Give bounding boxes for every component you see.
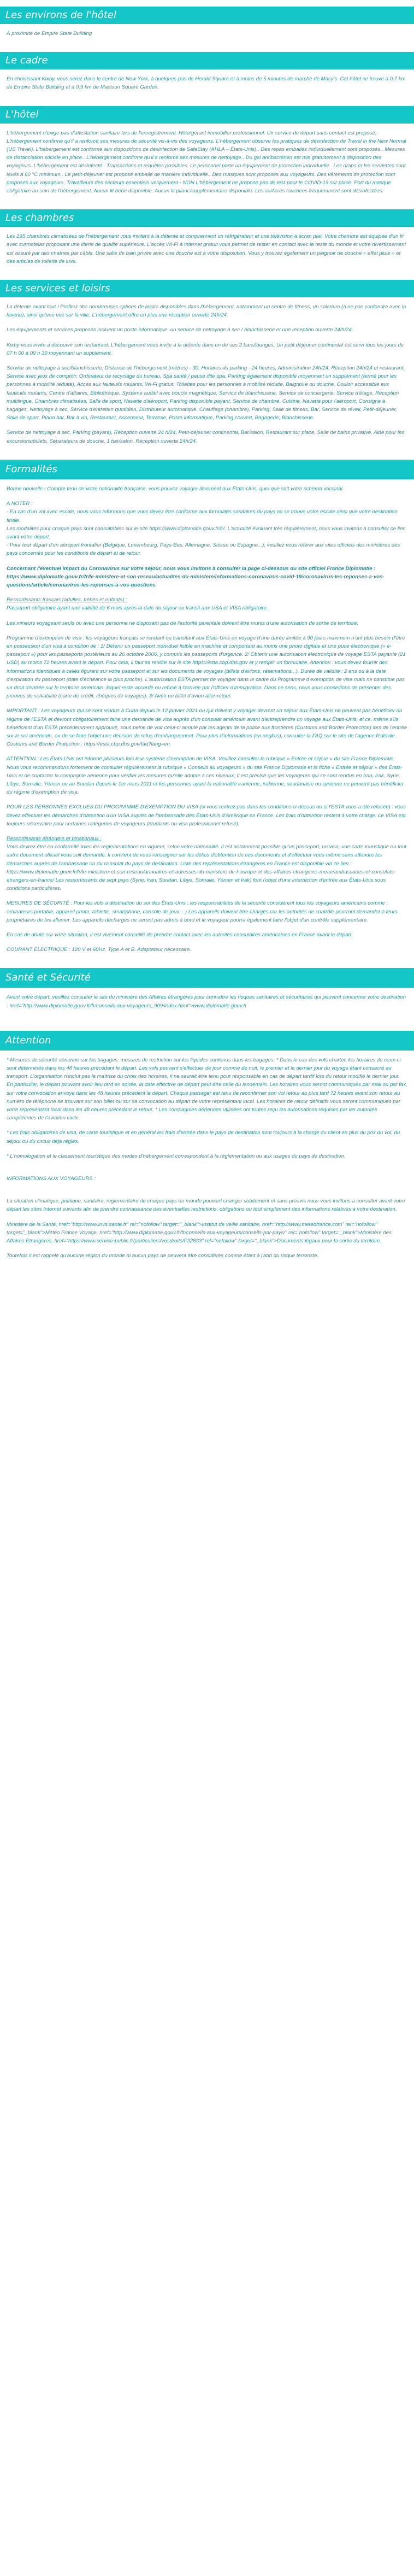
hotel-text: L'hébergement n'exige pas d'attestation sanitaire lors de l'enregistrement. Hôte/gérant immobilier professionnel. Un service de départ sans contact est proposé.. L'hébergement confirme qu'il a renforcé ses mesures de sécurité vis-à-vis des voyageurs. L'hébergement observe les pratiques de désinfection de Travel in the New Normal (US Travel). L'hébergement est conforme aux dispositions de désinfection de SafeStay (AHLA – États-Unis).. Des repas emballés individuellement sont proposés.. Mesures de distanciation sociale en place.. L'hébergement confirme qu'il a renforcé ses mesures de nettoyage.. Du gel antibactérien est mis gratuitement à disposition des voyageurs. L'hébergement est désinfecté.. Transactions et requêtes possibles. Le personnel porte un équipement de protection individuelle.. Les draps et les serviettes sont lavés à 60 °C minimum.. Le petit-déjeuner est proposé emballé de manière individuelle.. Des masques sont proposés aux voyageurs. Des vêtements de protection sont proposés aux voyageurs. Travailleurs des secteurs essentiels uniquement - NON L'hébergement ne propose pas de test pour le COVID-19 sur place. Port du masque obligatoire au sein de l'hébergement. Aucun lit bébé disponible. Aucun lit plianc/supplémentaire disponible. Les surfaces touchées fréquemment sont désinfectées. (7, 130, 406, 195)
attention-links[interactable]: Ministère de la Santé, href="http://www.invs.sante.fr" rel="nofollow" target="_blank">Institut de veille sanitaire, href="http://www.meteofrance.com" rel="nofollow" target="_blank">Météo France Voyage, href="http://www.diplomatie.gouv.fr/fr/conseils-aux-voyageurs/conseils-par-pays/" rel="nofollow" target="_blank">Ministère des Affaires Etrangères, href="https://www.service-public.fr/particuliers/vosdroits/F32833" rel="nofollow" target="_blank">Documents légaux pour la sortie du territoire. (7, 1221, 392, 1245)
sante-text: Avant votre départ, veuillez consulter le site du ministère des Affaires étrangères pour connaître les risques sanitaires et sécuritaires qui peuvent concerner votre destination : href="http://www.diplomatie.gouv.fr/fr/conseils-aux-voyageurs_909/index.html">www.diplomatie.gouv.fr (7, 994, 406, 1009)
section-header-hotel: L'hôtel (0, 106, 414, 124)
section-header-environs: Les environs de l'hôtel (0, 7, 414, 24)
attention-paragraph: Toutefois il est rappelé qu'aucune région du monde ni aucun pays ne peuvent être considérés comme étant à l'abri du risque terroriste. (7, 1253, 319, 1259)
section-header-sante: Santé et Sécurité (0, 968, 414, 988)
services-paragraph: La détente avant tout ! Profitez des nombreuses options de loisirs disponibles dans l'hébergement, notamment un centre de fitness, un solarium (à ne pas confondre avec la laverie), ainsi qu'une vue sur la ville. L'hébergement offre en plus une réception ouverte 24h/24. (7, 304, 406, 319)
formalites-note: - En cas d'un vol avec escale, nous vous informons que vous devez être conforme aux formalités sanitaires du pays où se trouve votre escale ainsi que votre destination finale. (7, 509, 398, 524)
residents-title: Ressortissants français (adultes, bébés et enfants) : (7, 597, 127, 603)
attention-paragraph: * Mesures de sécurité aérienne sur les bagages: mesures de restriction sur les liquides contenus dans les bagages. * Dans le cas des vols charter, les horaires de ceux-ci sont déterminés dans les 48 heures précédant le départ. Les vols peuvent s'effectuer de jour comme de nuit, le premier et le dernier jour du voyage étant consacré au transport. L'organisation n'inclut pas la maîtrise du choix des horaires, il ne saurait être tenu pour responsable en cas de départ tardif lors du retour modifié le dernier jour. En particulier, le départ pouvant avoir lieu tard en soirée, la date effective de départ peut être celle du lendemain. Les horaires vous seront communiqués par mail ou par fax, sur votre convocation envoyé dans les 48 heures précédent le départ. Chaque passager est tenu de reconfirmer son vol retour au plus tard 72 heures avant son retour au numéro de téléphone se trouvant sur son billet ou sur sa convocation au départ de votre représentant local. Les horaires de retour définitifs vous seront communiqués par votre représentant local dans les 48 heures précédant le retour. * Les compagnies aériennes utilisées ont toutes reçu les autorisations requises par les autorités compétentes de l'aviation civile. (7, 1057, 407, 1122)
residents-text: Passeport obligatoire ayant une validité de 6 mois après la date du séjour ou transit aux USA et VISA obligatoire. (7, 605, 268, 612)
attention-paragraph: * L'homologation et le classement touristique des modes d'hébergement correspondent à la réglementation ou aux usages du pays de destination. (7, 1153, 346, 1159)
minors-text: Les mineurs voyageant seuls ou avec une personne ne disposant pas de l'autorité parentale doivent être munis d'une autorisation de sortie de territoire. (7, 620, 359, 626)
section-header-attention: Attention (0, 1031, 414, 1051)
foreign-title: Ressortissants étrangers et binationaux : (7, 836, 102, 842)
exempt-text: POUR LES PERSONNES EXCLUES DU PROGRAMME D'EXEMPTION DU VISA (si vous rentrez pas dans les conditions ci-dessus ou si l'ESTA vous a été refusée) : vous devez effectuer les démarches d'obtention d'un VISA auprès de l'ambassade des États-Unis d'Amérique en France. Les frais d'obtention restent à votre charge. Le VISA est toujours nécessaire pour certaines catégories de voyageurs (étudiants ou visa professionnel refusé). (7, 804, 406, 827)
attention-paragraph: * Les frais obligatoires de visa, de carte touristique et en général les frais d'entrée dans le pays de destination sont toujours à la charge du client en plus du prix du vol, du séjour ou du circuit déjà réglés. (7, 1130, 400, 1145)
attention-paragraph: La situation climatique, politique, sanitaire, réglementaire de chaque pays du monde pouvant changer subitement et sans préavis nous vous invitons à consulter avant votre départ les sites Internet suivants afin de prendre connaissance des éventuelles restrictions, obligations ou tout simplement des informations relatives à votre destination. (7, 1198, 405, 1213)
attention-text: ATTENTION : Les États-Unis ont informé plusieurs fois leur système d'exemption de VISA. Veuillez consulter la rubrique « Entrée et séjour » du site France Diplomatie. Nous vous recommandons fortement de consulter régulièrement la rubrique « Conseils au voyageurs » du site France Diplomatie et la fiche « Entrée et séjour » des États-Unis et de contacter la compagnie aérienne pour vérifier les mesures qu'elle adopte à ces niveaux. Il est précisé que les voyageurs qui se sont rendus en Iran, Irak, Syrie, Libye, Somalie, Yémen ou au Soudan depuis le 1er mars 2011 et les personnes ayant la nationalité iranienne, irakienne, soudanaise ou syrienne ne peuvent pas bénéficier du régime d'exemption de visa. (7, 756, 404, 796)
services-paragraph: Les équipements et services proposés incluent un poste informatique, un service de nettoyage à sec / blanchisserie et une réception ouverte 24/h/24. (7, 327, 353, 333)
services-paragraph: Kixby vous invite à découvrir son restaurant. L'hébergement vous invite à la détente dans un de ses 2 bars/lounges. Un petit déjeuner continental est servi tous les jours de 07 h 00 à 09 h 30 moyennant un supplément. (7, 342, 404, 356)
cadre-text: En choisissant Kixby, vous serez dans le centre de New York, à quelques pas de Herald Square et à moins de 5 minutes de marche de Macy's. Cet hôtel se trouve à 0,7 km de Empire State Building et à 0,9 km de Madison Square Garden. (7, 76, 406, 91)
hotel-details-page (0, 0, 414, 1260)
covid-link[interactable]: https://www.diplomatie.gouv.fr/fr/le-ministere-et-son-reseau/actualites-du-ministere/informations-coronavirus-covid-19/coronavirus-les-reponses-a-vos-questions/article/coronavirus-les-reponses-a-vos-questions (7, 573, 385, 588)
environs-text: À proximité de Empire State Building (7, 31, 92, 37)
formalites-note-title: A NOTER : (7, 501, 33, 507)
important-text: IMPORTANT : Les voyageurs qui se sont rendus à Cuba depuis le 12 janvier 2021 ou qui doivent y voyager devront un séjour aux États-Unis ne peuvent pas bénéficier du régime de l'ESTA et devront obligatoirement faire une demande de visa auprès d'un consulat américain avant d'entreprendre un voyage aux États-Unis, et ce, même s'ils bénéficient d'un ESTA précédemment approuvé, sous peine de voir celui-ci annulé par les agents de la police aux frontières (Customs and Border Protection) lors de l'entrée sur le sol américain, ou de se faire l'objet une décision de refus d'embarquement. Pour plus d'informations (en anglais), consulter la FAQ sur le site de l'agence fédérale Customs and Border Protection : https://esta.cbp.dhs.gov/faq?lang=en. (7, 708, 407, 748)
section-header-cadre: Le cadre (0, 52, 414, 69)
section-header-formalites: Formalités (0, 460, 414, 479)
services-paragraph: Service de nettoyage à sec/blanchisserie, Distance de l'hébergement (mètres) - 30, Horaires du parking - 24 heures, Administration 24h/24, Réception 24h/24 et restaurant, Service avec jeux de comptoir, Ordinateur de recyclage du bureau, Spa santé / pause dite spa, Parking également disponible moyennant un supplément (fermé pour les personnes à mobilité réduite), Accès aux fauteuils roulants, Wi-Fi gratuit, Toilettes pour les personnes à mobilité réduite, Baignoire ou douche, Couloir accessible aux fauteuils roulants, Centre d'affaires, Bibliothèque, Système auditif avec boucle magnétique, Service de blanchisserie, Service de conciergerie, Service d'étage, Réception multilingue, Chambres climatisées, Salle de sport, Navette d'aéroport, Parking disponible payant, Service de chambre, Cuisine, Navette pour l'aéroport, Consigne à bagages, Nettoyage à sec, Service d'entretien quotidien, Distributeur automatique, Chauffage (chambre), Parking, Salle de fitness, Bar, Service de réveil, Petit-déjeuner, Salle de sport, Piano bar, Bar à vin, Restaurant, Ascenseur, Terrasse, Poste informatique, Parking couvert, Bagagerie, Blanchisserie. (7, 365, 405, 421)
section-header-chambres: Les chambres (0, 209, 414, 227)
formalites-note: - Pour tout départ d'un aéroport frontalier (Belgique, Luxembourg, Pays-Bas, Allemagne, Suisse ou Espagne...), veuillez vous référer aux sites officiels des ministères des pays concernés pour les conditions de départ et de retour. (7, 542, 400, 557)
mesures-text: MESURES DE SÉCURITÉ : Pour les vols à destination du sol des États-Unis : les responsabilités de la sécurité considèrent tous les voyageurs américains comme : ordinateurs portable, appareil photo, tablette, smartphone, console de jeux... ) Les appareils doivent être chargés car les autorités de contrôle pourront demander à leurs propriétaires de les allumer. Les appareils déchargés ne seront pas admis à bord et le voyageur pourra également faire l'objet d'un contrôle supplémentaire. (7, 900, 398, 923)
chambres-text: Les 195 chambres climatisées de l'hébergement vous invitent à la détente et comprennent un réfrigérateur et une télévision à écran plat. Votre chambre est équipée d'un lit avec surmatelas proposant une literie de qualité supérieure. L'accès Wi-Fi à Internet gratuit vous permet de rester en contact avec le reste du monde et votre divertissement est assuré par des chaînes par câble. Une salle de bain privée avec une douche est à votre disposition. Vous y trouvez également un peignoir de douche « effet pluie » et des articles de toilette de luxe. (7, 233, 406, 265)
covid-title: Concernant l'éventuel impact du Coronavirus sur votre séjour, nous vous invitons à consulter la page ci-dessous du site officiel France Diplomatie : (7, 565, 376, 572)
section-header-services: Les services et loisirs (0, 280, 414, 297)
esta-text: Programme d'exemption de visa : les voyageurs français se rendant ou transitant aux États-Unis en voyage d'une durée limitée à 90 jours maximum n'ont plus besoin d'être en possession d'un visa à condition de : 1/ Détenir un passeport individuel lisible en machine et comportant au moins une photo digitale et une puce électronique (« e-passeport ») pour les passeports postérieurs au 26 octobre 2006, y compris les passeports d'urgence. 2/ Obtenir une autorisation électronique de voyage ESTA payante (21 USD) au moins 72 heures avant le départ. Pour cela, il faut se rendre sur le site https://esta.cbp.dhs.gov et y remplir un formulaire. Attention : vous devez fournir des informations identiques à celles figurant sur votre passeport et sur les documents de voyages (billets d'avions, réservations...). Durée de validité : 2 ans ou à la date d'expiration du passeport (date d'échéance la plus proche). L'autorisation ESTA permet de voyager dans le cadre du Programme d'exemption de visa mais ne constitue pas un droit d'entrée sur le territoire américain, lequel reste accordé ou refusé à l'arrivée par l'officier d'immigration. Dans ce sens, nous vous conseillons de présenter des preuves de solvabilité (carte de crédit, chèques de voyages). 3/ Avoir un billet d'avion aller-retour. (7, 635, 406, 700)
formalites-note: Les modalités pour chaque pays sont consultables sur le site https://www.diplomatie.gouv.fr/fr/. L'actualité évoluant très régulièrement, nous vous invitons à consulter ce lien avant votre départ. (7, 525, 406, 540)
foreign-text: Vous devrez être en conformité avec les réglementations en vigueur, selon votre nationalité. Il est notamment possible qu'un passeport, un visa, une carte touristique ou tout autre document officiel vous soit demandé. Il convient de vous renseigner sur les délais d'obtention de ces documents et d'effectuer vous-même sans attendre les démarches auprès de l'ambassade ou du consulat du pays de destination. Liste des représentations étrangères en France est disponible via ce lien : https://www.diplomatie.gouv.fr/fr/le-ministere-et-son-reseau/annuaires-et-adresses-du-ministere-de-l-europe-et-des-affaires-etrangeres-meae/ambassades-et-consulats-etrangers-en-france/ Les ressortissants de sept pays (Syrie, Iran, Soudan, Libye, Somalie, Yémen et Irak) font l'objet d'une interdiction d'entrée aux États-Unis sous conditions particulières. (7, 844, 407, 892)
formalites-intro: Bonne nouvelle ! Compte tenu de votre nationalité française, vous pouvez voyager librement aux États-Unis, quel que soit votre schéma vaccinal. (7, 485, 344, 492)
services-paragraph: Service de nettoyage à sec, Parking (payant), Réception ouverte 24 h/24, Petit-déjeuner continental, Bar/salon, Restaurant sur place, Salle de bains privative, Aide pour les excursions/billets, Séparateurs de douche, 1 bar/salon, Réception ouverte 24h/24. (7, 430, 405, 444)
courant-text: COURANT ÉLECTRIQUE : 120 V et 60Hz. Type A et B. Adaptateur nécessaire. (7, 947, 191, 953)
conseil-text: En cas de doute sur votre situation, il est vivement conseillé de prendre contact avec les autorités consulaires américaines en France avant le départ. (7, 932, 353, 938)
info-title: INFORMATIONS AUX VOYAGEURS : (7, 1176, 96, 1182)
